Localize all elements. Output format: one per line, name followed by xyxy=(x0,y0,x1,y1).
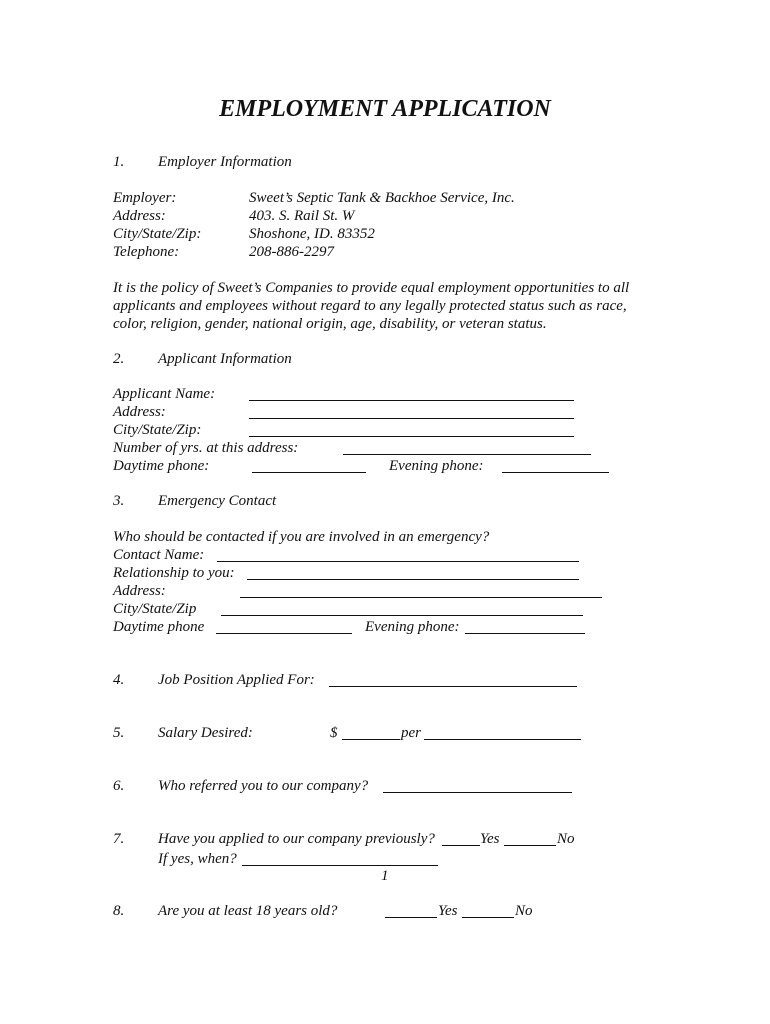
applied-yes-field[interactable] xyxy=(442,845,480,846)
applicant-daytime-phone-field[interactable] xyxy=(252,472,366,473)
contact-city-field[interactable] xyxy=(221,615,583,616)
section-3-heading: Emergency Contact xyxy=(158,493,277,509)
employer-label: Employer: xyxy=(113,190,177,206)
employer-address-label: Address: xyxy=(113,208,166,224)
applicant-name-field[interactable] xyxy=(249,400,574,401)
section-7-number: 7. xyxy=(113,831,125,847)
years-at-address-label: Number of yrs. at this address: xyxy=(113,440,299,456)
contact-name-field[interactable] xyxy=(217,561,579,562)
salary-per-label: per xyxy=(401,725,421,741)
section-4-number: 4. xyxy=(113,672,125,688)
equal-opportunity-policy: It is the policy of Sweet’s Companies to provide equal employment opportunities to all applicants and employees without regard to any legally protected status such as race, color, religion, gender, national origin, age, disability, or veteran status. xyxy=(113,280,630,332)
age-question-label: Are you at least 18 years old? xyxy=(158,903,338,919)
relationship-label: Relationship to you: xyxy=(113,565,235,581)
page-title: EMPLOYMENT APPLICATION xyxy=(219,96,551,122)
applicant-evening-phone-field[interactable] xyxy=(502,472,609,473)
years-at-address-field[interactable] xyxy=(343,454,591,455)
section-1-number: 1. xyxy=(113,154,125,170)
applied-yes-label: Yes xyxy=(480,831,500,847)
applied-when-label: If yes, when? xyxy=(158,851,237,867)
contact-evening-phone-label: Evening phone: xyxy=(365,619,460,635)
applicant-daytime-phone-label: Daytime phone: xyxy=(113,458,210,474)
section-5-number: 5. xyxy=(113,725,125,741)
contact-daytime-phone-label: Daytime phone xyxy=(113,619,205,635)
emergency-question: Who should be contacted if you are involved in an emergency? xyxy=(113,529,490,545)
age-yes-label: Yes xyxy=(438,903,458,919)
age-no-field[interactable] xyxy=(462,917,514,918)
salary-period-field[interactable] xyxy=(424,739,581,740)
applicant-address-field[interactable] xyxy=(249,418,574,419)
contact-city-label: City/State/Zip xyxy=(113,601,197,617)
section-2-heading: Applicant Information xyxy=(158,351,292,367)
contact-address-field[interactable] xyxy=(240,597,602,598)
applied-when-field[interactable] xyxy=(242,865,438,866)
applicant-name-label: Applicant Name: xyxy=(113,386,216,402)
job-position-label: Job Position Applied For: xyxy=(158,672,315,688)
employer-telephone-label: Telephone: xyxy=(113,244,180,260)
employer-value: Sweet’s Septic Tank & Backhoe Service, Inc. xyxy=(249,190,515,206)
applied-no-field[interactable] xyxy=(504,845,556,846)
section-8-number: 8. xyxy=(113,903,125,919)
contact-name-label: Contact Name: xyxy=(113,547,205,563)
salary-amount-field[interactable] xyxy=(342,739,400,740)
referral-field[interactable] xyxy=(383,792,572,793)
dollar-sign: $ xyxy=(330,725,338,741)
section-1-heading: Employer Information xyxy=(158,154,292,170)
age-no-label: No xyxy=(515,903,533,919)
applied-no-label: No xyxy=(557,831,575,847)
section-3-number: 3. xyxy=(113,493,125,509)
contact-evening-phone-field[interactable] xyxy=(465,633,585,634)
salary-label: Salary Desired: xyxy=(158,725,253,741)
age-yes-field[interactable] xyxy=(385,917,437,918)
applicant-evening-phone-label: Evening phone: xyxy=(389,458,484,474)
relationship-field[interactable] xyxy=(247,579,579,580)
contact-address-label: Address: xyxy=(113,583,166,599)
section-6-number: 6. xyxy=(113,778,125,794)
contact-daytime-phone-field[interactable] xyxy=(216,633,352,634)
employer-address-value: 403. S. Rail St. W xyxy=(249,208,355,224)
applicant-city-field[interactable] xyxy=(249,436,574,437)
job-position-field[interactable] xyxy=(329,686,577,687)
page-number: 1 xyxy=(381,868,389,884)
employer-city-label: City/State/Zip: xyxy=(113,226,202,242)
applicant-address-label: Address: xyxy=(113,404,166,420)
employer-city-value: Shoshone, ID. 83352 xyxy=(249,226,375,242)
section-2-number: 2. xyxy=(113,351,125,367)
applied-previously-label: Have you applied to our company previously? xyxy=(158,831,435,847)
employer-telephone-value: 208-886-2297 xyxy=(249,244,334,260)
applicant-city-label: City/State/Zip: xyxy=(113,422,202,438)
referral-label: Who referred you to our company? xyxy=(158,778,369,794)
